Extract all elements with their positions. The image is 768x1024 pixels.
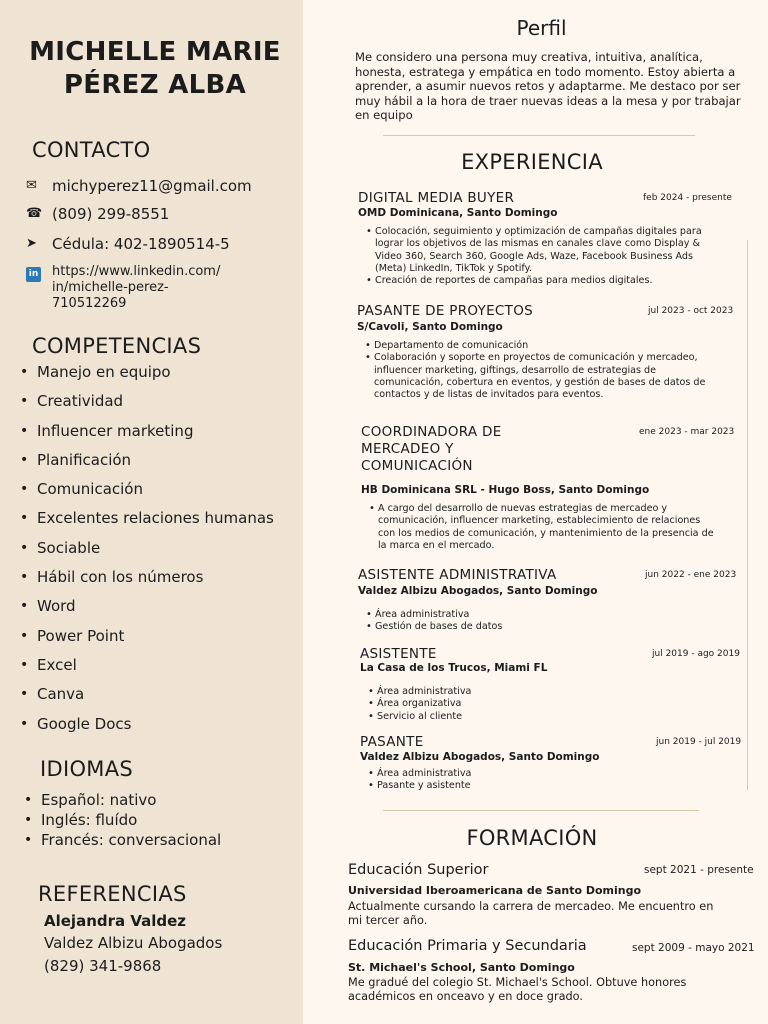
profile-heading: Perfil [516,16,567,40]
job-bullets [368,686,708,723]
list-item: • Manejo en equipo [18,361,274,390]
job-title: PASANTE [360,734,424,750]
education-date: sept 2021 - presente [644,864,754,876]
skills-heading: COMPETENCIAS [32,334,202,358]
job-title: DIGITAL MEDIA BUYER [358,190,515,206]
list-item: • Área administrativa [366,609,706,621]
list-item: • Google Docs [18,713,274,742]
skills-list [18,361,274,742]
list-item: • Canva [18,683,274,712]
list-item: • Word [18,595,274,624]
list-item: • Comunicación [18,478,274,507]
list-item: • Colaboración y soporte en proyectos de comunicación y mercadeo, influencer marketing, giftings, desarrollo de estrategias de comunicación, cobertura en eventos, y gestión de bases de datos de contactos y de listas de invitados para eventos. [365,352,717,401]
education-title: Educación Primaria y Secundaria [348,938,587,954]
job-bullets [366,609,706,634]
list-item: • Inglés: fluído [22,810,221,830]
job-org: HB Dominicana SRL - Hugo Boss, Santo Domingo [361,484,650,496]
full-name: MICHELLE MARIE PÉREZ ALBA [29,37,281,100]
education-text: Me gradué del colegio St. Michael's School. Obtuve honores académicos en onceavo y en doce grado. [348,976,687,1004]
reference-phone: (829) 341-9868 [44,957,162,975]
education-title: Educación Superior [348,862,489,878]
list-item: • Colocación, seguimiento y optimización de campañas digitales para lograr los objetivos de las mismas en canales clave como Display & Video 360, Search 360, Google Ads, Waze, Facebook Business Ads (Meta) LinkedIn, TikTok y Spotify. [366,226,716,275]
contact-email[interactable]: michyperez11@gmail.com [52,177,252,195]
cursor-icon: ➤ [26,236,37,251]
profile-text: Me considero una persona muy creativa, intuitiva, analítica, honesta, estratega y empática en todo momento. Estoy abierta a aprender, a asumir nuevos retos y adaptarme. Me destaco por ser muy hábil a la hora de traer nuevas ideas a la mesa y por trabajar en equipo [355,50,741,123]
job-date: jun 2022 - ene 2023 [645,570,737,580]
references-heading: REFERENCIAS [38,882,187,906]
list-item: • Creación de reportes de campañas para medios digitales. [366,275,716,287]
job-org: Valdez Albizu Abogados, Santo Domingo [360,751,600,763]
list-item: • Pasante y asistente [368,780,708,792]
job-bullets [366,226,716,287]
divider [383,135,695,136]
list-item: • Hábil con los números [18,566,274,595]
education-text: Actualmente cursando la carrera de mercadeo. Me encuentro en mi tercer año. [348,900,714,928]
list-item: • Área administrativa [368,768,708,780]
list-item: • Sociable [18,537,274,566]
education-org: St. Michael's School, Santo Domingo [348,961,575,974]
contact-email-row [26,177,252,195]
job-title: PASANTE DE PROYECTOS [357,303,534,319]
contact-linkedin[interactable]: https://www.linkedin.com/ in/michelle-perez- 710512269 [52,264,221,311]
list-item: • Planificación [18,449,274,478]
job-title: ASISTENTE [360,646,437,662]
list-item: • Servicio al cliente [368,711,708,723]
main-content [303,0,768,1024]
list-item: • Departamento de comunicación [365,340,717,352]
job-date: jun 2019 - jul 2019 [656,737,742,747]
list-item: • Gestión de bases de datos [366,621,706,633]
contact-phone-row [26,205,169,223]
experience-heading: EXPERIENCIA [461,150,603,174]
job-bullets [365,340,717,401]
phone-icon: ☎ [26,206,43,221]
job-org: La Casa de los Trucos, Miami FL [360,662,548,674]
languages-list [22,790,221,850]
linkedin-icon: in [26,264,52,282]
list-item: • Excelentes relaciones humanas [18,507,274,536]
job-title: COORDINADORA DE MERCADEO Y COMUNICACIÓN [361,424,502,474]
list-item: • Español: nativo [22,790,221,810]
job-bullets [368,768,708,793]
list-item: • Influencer marketing [18,420,274,449]
contact-cedula-row [26,235,230,253]
divider [383,810,699,811]
contact-phone: (809) 299-8551 [52,205,170,223]
list-item: • Excel [18,654,274,683]
job-org: S/Cavoli, Santo Domingo [357,321,503,333]
list-item: • Área administrativa [368,686,708,698]
list-item: • Power Point [18,625,274,654]
job-org: OMD Dominicana, Santo Domingo [358,207,558,219]
list-item: • Área organizativa [368,698,708,710]
reference-name: Alejandra Valdez [44,912,187,930]
job-date: feb 2024 - presente [643,193,732,203]
contact-heading: CONTACTO [32,138,151,162]
job-bullets [369,503,714,552]
languages-heading: IDIOMAS [40,757,134,781]
job-date: jul 2019 - ago 2019 [652,649,740,659]
timeline-line [747,240,748,790]
list-item: • Creatividad [18,390,274,419]
job-date: jul 2023 - oct 2023 [648,306,734,316]
education-heading: FORMACIÓN [466,826,598,850]
sidebar [0,0,303,1024]
contact-linkedin-row [26,264,232,312]
list-item: • A cargo del desarrollo de nuevas estrategias de mercadeo y comunicación, influencer marketing, establecimiento de relaciones con los medios de comunicación, y mantenimiento de la presencia de la marca en el mercado. [369,503,714,552]
job-title: ASISTENTE ADMINISTRATIVA [358,567,557,583]
job-org: Valdez Albizu Abogados, Santo Domingo [358,585,598,597]
envelope-icon: ✉ [26,178,37,193]
list-item: • Francés: conversacional [22,830,221,850]
job-date: ene 2023 - mar 2023 [639,427,735,437]
contact-cedula: Cédula: 402-1890514-5 [52,235,230,253]
reference-company: Valdez Albizu Abogados [44,934,223,952]
education-date: sept 2009 - mayo 2021 [632,942,755,954]
education-org: Universidad Iberoamericana de Santo Domingo [348,884,642,897]
